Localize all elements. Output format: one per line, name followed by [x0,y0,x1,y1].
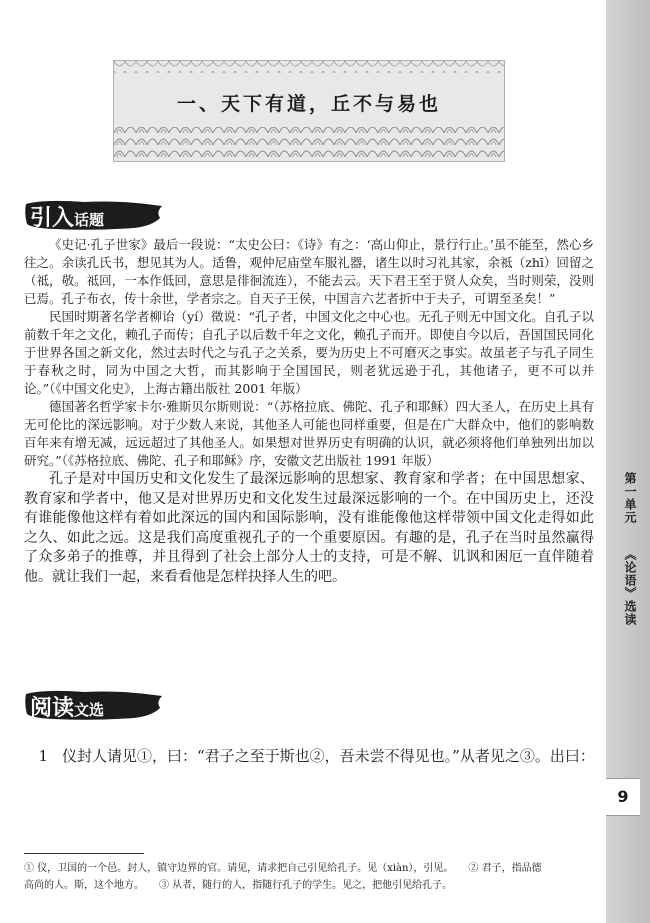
reading-label-small: 文选 [74,701,105,719]
reading-passage [24,745,599,767]
unit-label: 第一单元 [623,472,637,524]
paragraph: 民国时期著名学者柳诒（yí）徵说：“孔子者，中国文化之中心也。无孔子则无中国文化。自孔子以前数千年之文化，赖孔子而传；自孔子以后数千年之文化，赖孔子而开。即使自今以后，吾国国民同化于世界各国之新文化，然过去时代之与孔子之关系，要为历史上不可磨灭之事实。故虽老子与孔子同生于春秋之时，同为中国之大哲，而其影响于全国国民，则老犹远逊于孔，其他诸子，更不可以并论。”（《中国文化史》，上海古籍出版社 2001 年版） [24,309,594,396]
section-header-intro [24,198,164,232]
paragraph: 德国著名哲学家卡尔·雅斯贝尔斯则说：“（苏格拉底、佛陀、孔子和耶稣）四大圣人，在历史上具有无可伦比的深远影响。对于少数人来说，其他圣人可能也同样重要，但是在广大群众中，他们的影响数百年来有增无减，远远超过了其他圣人。如果想对世界历史有明确的认识，就必须将他们单独列出加以研究。”（《苏格拉底、佛陀、孔子和耶稣》序，安徽文艺出版社 1991 年版） [24,399,594,468]
section-header-reading [24,688,164,722]
page-number: 9 [606,778,640,816]
passage-text: 仪封人请见①，曰：“君子之至于斯也②，吾未尝不得见也。”从者见之③。出曰： [62,747,595,765]
footnote-line: ① 仪，卫国的一个邑。封人，镇守边界的官。请见，请求把自己引见给孔子。见（xiàn），引见。 ② 君子，指品德 [24,863,542,874]
passage-number: 1 [38,747,48,765]
chapter-title: 一、天下有道，丘不与易也 [176,93,441,115]
intro-label-big: 引入 [30,205,75,231]
footnote-divider [24,853,144,854]
paragraph: 孔子是对中国历史和文化发生了最深远影响的思想家、教育家和学者；在中国思想家、教育家和学者中，他又是对世界历史和文化发生过最深远影响的一个。在中国历史上，还没有谁能像他这样有着如此深远的国内和国际影响，没有谁能像他这样带领中国文化走得如此之久、如此之远。这是我们高度重视孔子的一个重要原因。有趣的是，孔子在当时虽然赢得了众多弟子的推尊，并且得到了社会上部分人士的支持，可是不解、讥讽和困厄一直伴随着他。就让我们一起，来看看他是怎样抉择人生的吧。 [24,471,594,585]
chapter-banner [113,60,505,162]
intro-label-small: 话题 [74,211,105,229]
footnote-line: 高尚的人。斯，这个地方。 ③ 从者，随行的人，指随行孔子的学生。见之，把他引见给孔子。 [24,880,453,891]
reading-label-big: 阅读 [30,695,75,721]
book-label: 《论语》选读 [623,548,637,626]
paragraph: 《史记·孔子世家》最后一段说：“太史公曰：《诗》有之：‘高山仰止，景行行止。’虽不能至，然心乡往之。余读孔氏书，想见其为人。适鲁，观仲尼庙堂车服礼器，诸生以时习礼其家，余祗（zhī）回留之（祗，敬。祗回，一本作低回，意思是徘徊流连），不能去云。天下君王至于贤人众矣，当时则荣，没则已焉。孔子布衣，传十余世，学者宗之。自天子王侯，中国言六艺者折中于夫子，可谓至圣矣！” [24,237,594,306]
footnotes [24,860,599,894]
intro-text [24,236,594,587]
